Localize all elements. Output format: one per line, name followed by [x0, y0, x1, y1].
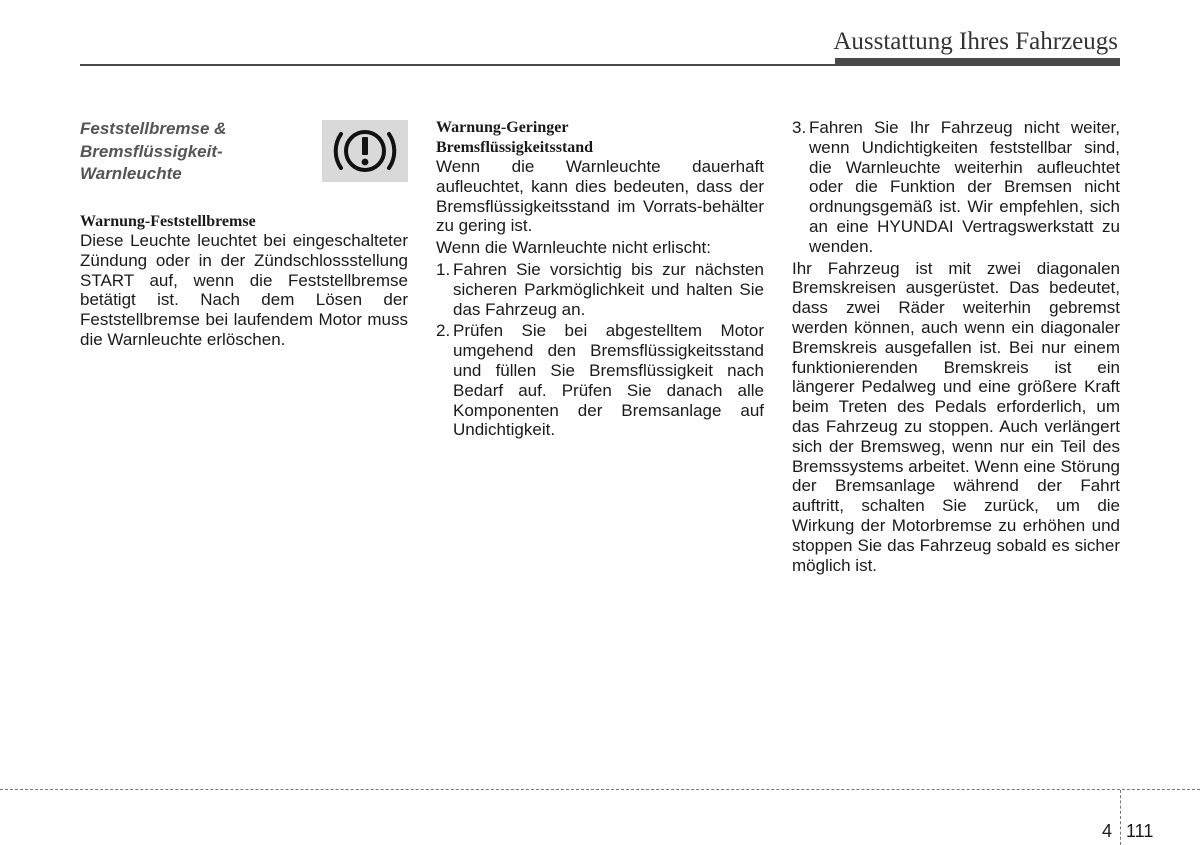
- brake-warning-icon-box: [322, 120, 408, 182]
- footer-divider: [1120, 790, 1121, 845]
- steps-list-continued: [792, 118, 1120, 257]
- section-title: [80, 118, 280, 186]
- section-title-line: Warnleuchte: [80, 164, 182, 183]
- header-rule: [80, 64, 1120, 66]
- list-item-number: 3.: [792, 118, 807, 137]
- list-item-number: 2.: [436, 321, 451, 341]
- footer-rule: [0, 789, 1200, 790]
- column-1: [80, 118, 408, 350]
- page-header-title: Ausstattung Ihres Fahrzeugs: [833, 28, 1118, 55]
- subheading-bremsfluessigkeit: [436, 118, 764, 157]
- subheading-line: Bremsflüssigkeitsstand: [436, 138, 594, 156]
- list-item-text: Prüfen Sie bei abgestelltem Motor umgehend den Bremsflüssigkeitsstand und füllen Sie Bremsflüssigkeit nach Bedarf auf. Prüfen Sie danach alle Komponenten der Bremsanlage auf Undichtigkeit.: [453, 321, 764, 440]
- list-item-text: Fahren Sie vorsichtig bis zur nächsten sicheren Parkmöglichkeit und halten Sie das Fahrzeug an.: [453, 259, 764, 319]
- paragraph-feststellbremse: Diese Leuchte leuchtet bei eingeschalteter Zündung oder in der Zündschlossstellung START auf, wenn die Feststellbremse betätigt ist. Nach dem Lösen der Feststellbremse bei laufendem Motor muss die Warnleuchte erlöschen.: [80, 231, 408, 349]
- list-item: [792, 118, 1120, 257]
- list-item-text: Fahren Sie Ihr Fahrzeug nicht weiter, wenn Undichtigkeiten feststellbar sind, die Warnleuchte weiterhin aufleuchtet oder die Funktion der Bremsen nicht ordnungsgemäß ist. Wir empfehlen, sich an eine HYUNDAI Vertragswerkstatt zu wenden.: [809, 118, 1120, 256]
- chapter-number: 4: [1102, 821, 1113, 841]
- column-3: [792, 118, 1120, 575]
- paragraph-warning-meaning: Wenn die Warnleuchte dauerhaft aufleuchtet, kann dies bedeuten, dass der Bremsflüssigkeitsstand im Vorrats-behälter zu gering ist.: [436, 157, 764, 236]
- list-item-number: 1.: [436, 259, 451, 279]
- page-number: 111: [1126, 821, 1154, 841]
- steps-list: [436, 260, 764, 440]
- section-title-line: Bremsflüssigkeit-: [80, 141, 223, 161]
- paragraph-brake-circuits: Ihr Fahrzeug ist mit zwei diagonalen Bremskreisen ausgerüstet. Das bedeutet, dass zwei Räder weiterhin gebremst werden können, auch wenn ein diagonaler Bremskreis ausgefallen ist. Bei nur einem funktionierenden Bremskreis ist ein längerer Pedalweg und eine größere Kraft beim Treten des Pedals erforderlich, um das Fahrzeug zu stoppen. Auch verlängert sich der Bremsweg, wenn nur ein Teil des Bremssystems arbeitet. Wenn eine Störung der Bremsanlage während der Fahrt auftritt, schalten Sie zurück, um die Wirkung der Motorbremse zu erhöhen und stoppen Sie das Fahrzeug sobald es sicher möglich ist.: [792, 258, 1120, 575]
- subheading-line: Warnung-Geringer: [436, 119, 569, 136]
- list-item: [436, 260, 764, 319]
- list-item: [436, 321, 764, 440]
- section-title-line: Feststellbremse &: [80, 119, 227, 138]
- subheading-feststellbremse: Warnung-Feststellbremse: [80, 212, 256, 230]
- column-2: [436, 118, 764, 442]
- paragraph-not-off: Wenn die Warnleuchte nicht erlischt:: [436, 238, 711, 258]
- brake-warning-icon: [322, 120, 408, 182]
